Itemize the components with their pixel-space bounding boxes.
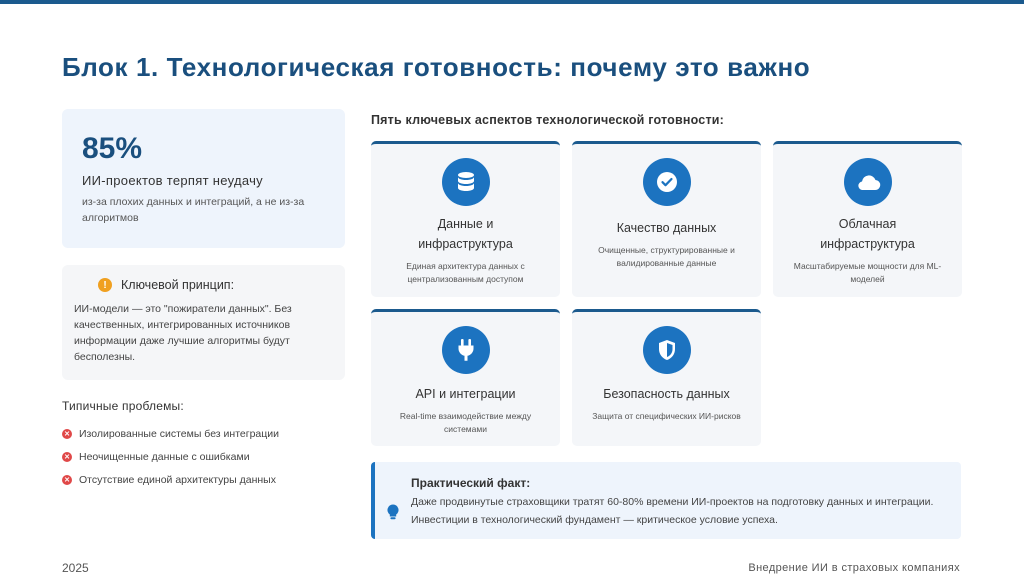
- aspect-description: Real-time взаимодействие между системами: [399, 411, 532, 434]
- footer-year: 2025: [62, 561, 89, 574]
- list-item: [62, 445, 279, 468]
- aspect-card-data-quality: [572, 141, 761, 297]
- fact-body: [411, 476, 947, 539]
- practical-fact-card: [371, 462, 961, 539]
- principle-text: ИИ-модели — это "пожиратели данных". Без качественных, интегрированных источников информации даже лучшие алгоритмы будут бесполезны.: [74, 303, 292, 363]
- page-title: Блок 1. Технологическая готовность: почему это важно: [62, 52, 811, 82]
- aspect-card-api-integrations: [371, 309, 560, 446]
- aspect-title: Облачная инфраструктура: [820, 217, 915, 251]
- problems-list: [62, 422, 279, 491]
- aspect-description: Масштабируемые мощности для ML-моделей: [793, 261, 942, 284]
- stat-label: ИИ-проектов терпят неудачу: [82, 173, 263, 188]
- aspect-description: Очищенные, структурированные и валидированные данные: [598, 245, 735, 268]
- stat-card: [62, 109, 345, 248]
- aspect-card-data-infrastructure: [371, 141, 560, 297]
- shield-icon: [643, 326, 691, 374]
- problem-text: Изолированные системы без интеграции: [79, 427, 279, 440]
- list-item: [62, 422, 279, 445]
- aspect-title: Качество данных: [616, 221, 717, 235]
- aspect-title: API и интеграции: [415, 387, 516, 401]
- aspect-description: Защита от специфических ИИ-рисков: [592, 411, 741, 421]
- principle-header: [74, 278, 333, 292]
- fact-text: Даже продвинутые страховщики тратят 60-80% времени ИИ-проектов на подготовку данных и интеграции. Инвестиции в технологический фундамент — критическое условие успеха.: [411, 496, 934, 526]
- x-circle-icon: ✕: [62, 452, 72, 462]
- fact-title: Практический факт:: [411, 476, 531, 490]
- check-circle-icon: [643, 158, 691, 206]
- lightbulb-icon: [387, 476, 403, 539]
- aspect-card-data-security: [572, 309, 761, 446]
- aspect-title: Безопасность данных: [603, 387, 730, 401]
- footer-presentation-name: Внедрение ИИ в страховых компаниях: [748, 562, 960, 574]
- problem-text: Отсутствие единой архитектуры данных: [79, 473, 276, 486]
- key-principle-card: [62, 265, 345, 380]
- list-item: [62, 468, 279, 491]
- database-icon: [442, 158, 490, 206]
- principle-title: Ключевой принцип:: [121, 278, 235, 292]
- lightbulb-icon: !: [98, 278, 112, 292]
- problems-title: Типичные проблемы:: [62, 399, 184, 413]
- aspect-title: Данные и инфраструктура: [418, 217, 513, 251]
- cloud-icon: [844, 158, 892, 206]
- aspects-title: Пять ключевых аспектов технологической готовности:: [371, 113, 725, 127]
- problem-text: Неочищенные данные с ошибками: [79, 450, 250, 463]
- aspect-description: Единая архитектура данных с централизованным доступом: [406, 261, 525, 284]
- x-circle-icon: ✕: [62, 429, 72, 439]
- aspect-card-cloud-infrastructure: [773, 141, 962, 297]
- top-accent-bar: [0, 0, 1024, 4]
- plug-icon: [442, 326, 490, 374]
- stat-value: 85%: [82, 132, 143, 165]
- x-circle-icon: ✕: [62, 475, 72, 485]
- stat-description: из-за плохих данных и интеграций, а не из-за алгоритмов: [82, 196, 305, 224]
